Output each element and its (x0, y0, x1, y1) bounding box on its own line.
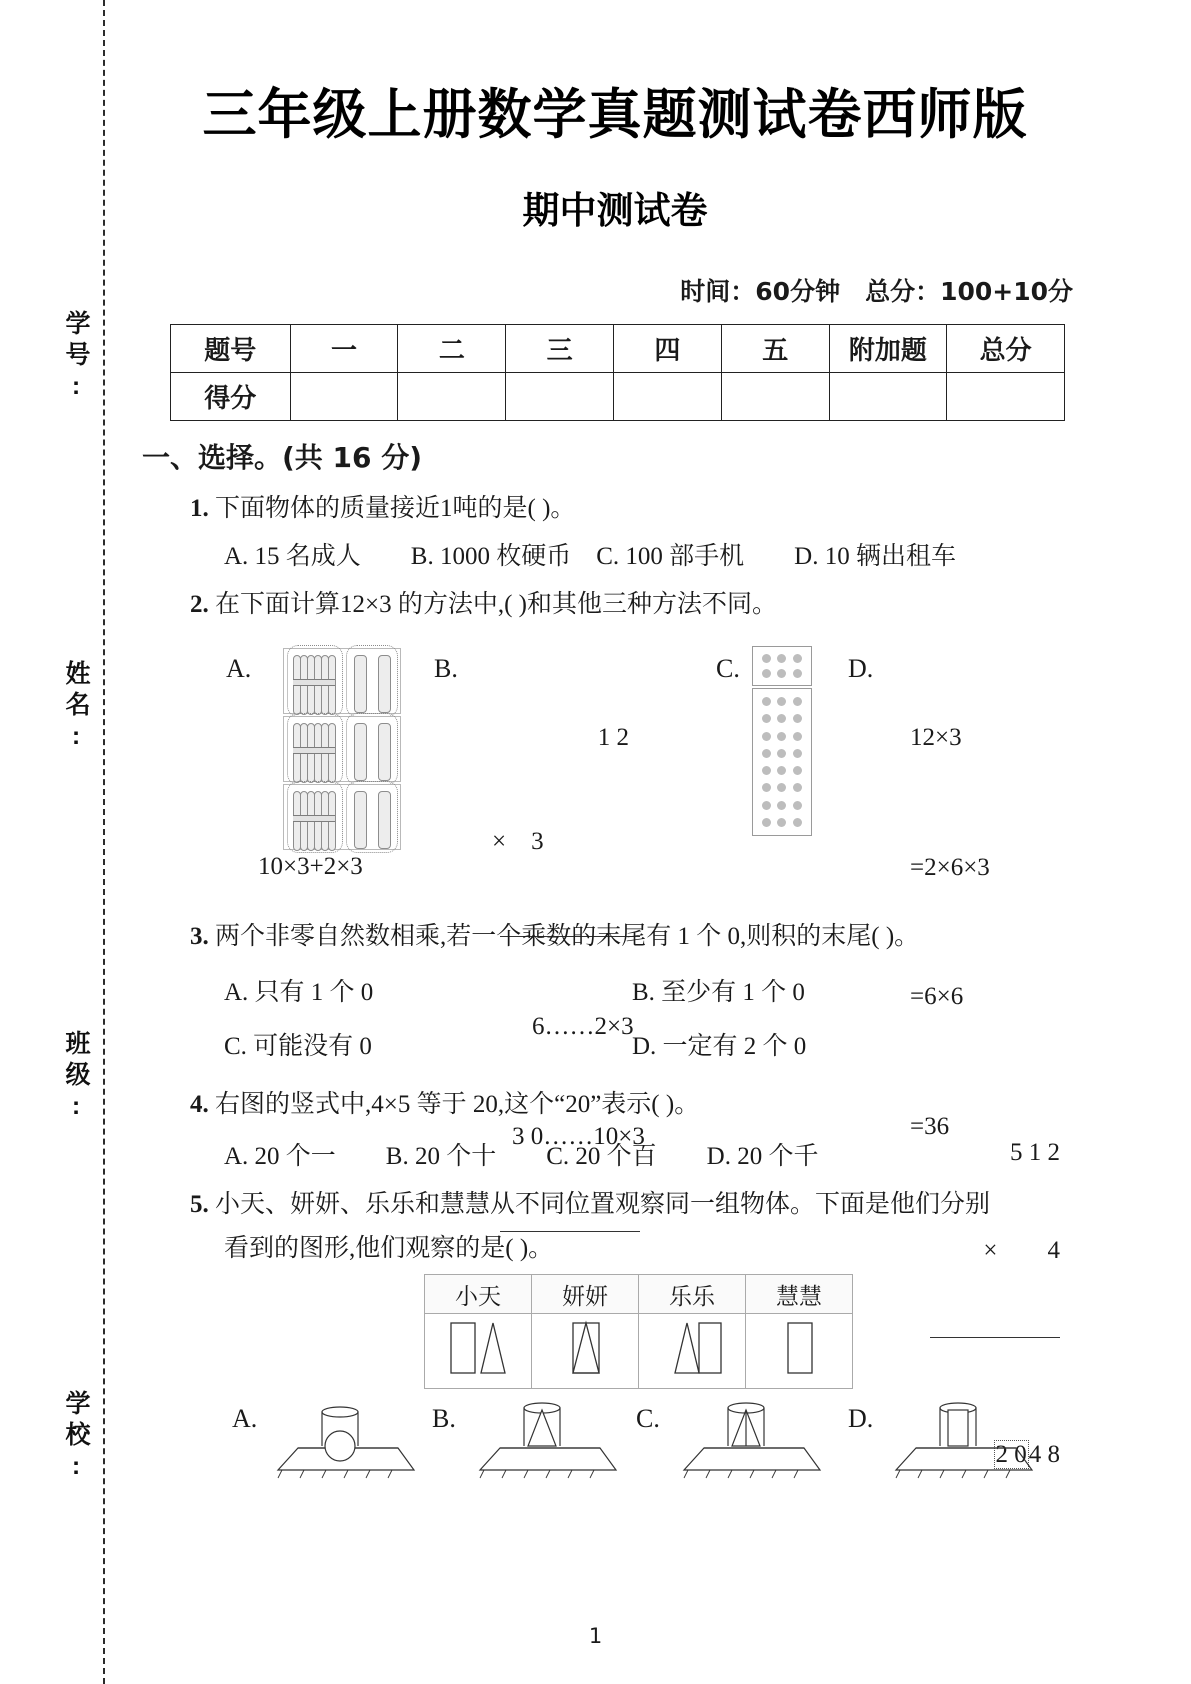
score-cell-2[interactable] (398, 373, 506, 421)
obs-view-yanyan (532, 1314, 639, 1389)
question-5-number: 5. (190, 1191, 209, 1218)
q4-calc-line-1: 5 1 2 (1010, 1139, 1060, 1166)
cylinder-cone-on-platform-icon (470, 1388, 620, 1480)
question-2-number: 2. (190, 591, 209, 618)
bundle-of-ten (293, 653, 335, 715)
question-5-text-line1 (190, 1186, 990, 1224)
calc-line-4: 3 0……10×3 (512, 1122, 645, 1150)
score-cell-4[interactable] (614, 373, 722, 421)
obs-header-huihui: 慧慧 (746, 1275, 853, 1314)
pencil-bundle-row (283, 784, 401, 850)
q4-calc-rule (930, 1332, 1060, 1338)
score-header-bonus: 附加题 (829, 325, 947, 373)
score-cell-1[interactable] (290, 373, 398, 421)
q4-calc-line-2: × 4 (983, 1236, 1060, 1264)
question-3-text (190, 918, 919, 956)
question-5-figure-b[interactable] (470, 1388, 620, 1476)
calc-d-line-2: =2×6×3 (910, 853, 990, 881)
calc-d-line-1: 12×3 (910, 724, 962, 751)
dot-array-top (752, 646, 812, 686)
question-4-vertical-calc (930, 1072, 1060, 1569)
margin-label-student-id: 学号: (62, 310, 90, 406)
pencil-bundle-row (283, 648, 401, 714)
cylinder-sphere-on-platform-icon (268, 1388, 418, 1480)
question-2-option-a-caption: 10×3+2×3 (258, 853, 363, 880)
q4-calc-rest: 4 8 (1028, 1440, 1060, 1468)
observation-table (424, 1274, 853, 1389)
question-3-option-d[interactable]: D. 一定有 2 个 0 (632, 1033, 807, 1060)
binding-dashed-line (103, 0, 105, 1684)
score-header-3: 三 (506, 325, 614, 373)
question-5-option-b-label[interactable]: B. (432, 1404, 456, 1433)
obs-header-yanyan: 妍妍 (532, 1275, 639, 1314)
score-cell-5[interactable] (721, 373, 829, 421)
score-row-label: 得分 (171, 373, 291, 421)
question-1-options[interactable]: A. 15 名成人 B. 1000 枚硬币 C. 100 部手机 D. 10 辆出租车 (224, 543, 956, 570)
calc-d-line-4: =36 (910, 1112, 950, 1140)
question-3-body: 两个非零自然数相乘,若一个乘数的末尾有 1 个 0,则积的末尾( )。 (215, 923, 920, 950)
calc-line-1: 1 2 (597, 724, 629, 751)
question-5-body-1: 小天、妍妍、乐乐和慧慧从不同位置观察同一组物体。下面是他们分别 (215, 1191, 991, 1218)
score-cell-3[interactable] (506, 373, 614, 421)
page-subtitle: 期中测试卷 (522, 189, 708, 232)
obs-header-xiaotian: 小天 (425, 1275, 532, 1314)
score-cell-bonus[interactable] (829, 373, 947, 421)
question-1-text (190, 490, 575, 528)
dot-array-bottom (752, 688, 812, 836)
question-2-option-a-label[interactable]: A. (226, 654, 252, 683)
calc-line-2: × 3 (492, 827, 544, 855)
table-row (425, 1275, 853, 1314)
question-2-body: 在下面计算12×3 的方法中,( )和其他三种方法不同。 (215, 591, 778, 618)
question-3-option-a[interactable]: A. 只有 1 个 0 (224, 979, 374, 1006)
pencil-bundle-row (283, 716, 401, 782)
margin-label-school: 学校: (62, 1390, 90, 1486)
score-header-total: 总分 (947, 325, 1065, 373)
cylinder-double-cone-on-platform-icon (674, 1388, 824, 1480)
question-5-option-d-label[interactable]: D. (848, 1404, 874, 1433)
cylinder-prism-on-platform-icon (886, 1388, 1036, 1480)
table-row (425, 1314, 853, 1389)
question-4-body: 右图的竖式中,4×5 等于 20,这个“20”表示( )。 (215, 1091, 700, 1118)
score-cell-total[interactable] (947, 373, 1065, 421)
pencil-bundles-diagram (283, 648, 401, 852)
table-row (171, 325, 1065, 373)
view-triangle-rect-icon (647, 1317, 737, 1379)
question-2-option-b-label[interactable]: B. (434, 654, 458, 683)
table-row (171, 373, 1065, 421)
obs-view-xiaotian (425, 1314, 532, 1389)
calc-d-line-3: =6×6 (910, 983, 964, 1010)
page-title: 三年级上册数学真题测试卷西师版 (202, 83, 1028, 146)
section-heading-1: 一、选择。(共 16 分) (142, 441, 423, 474)
question-2-text (190, 586, 777, 624)
question-4-number: 4. (190, 1091, 209, 1118)
calc-line-3: 6……2×3 (532, 1013, 634, 1040)
question-3-number: 3. (190, 923, 209, 950)
score-header-4: 四 (614, 325, 722, 373)
view-rect-icon (754, 1317, 844, 1379)
question-3-option-c[interactable]: C. 可能没有 0 (224, 1033, 372, 1060)
question-5-figure-c[interactable] (674, 1388, 824, 1476)
question-5-figure-a[interactable] (268, 1388, 418, 1476)
obs-view-huihui (746, 1314, 853, 1389)
score-header-label: 题号 (171, 325, 291, 373)
question-3-option-b[interactable]: B. 至少有 1 个 0 (632, 979, 805, 1006)
q4-calc-boxed-20: 2 0 (995, 1440, 1027, 1468)
score-header-2: 二 (398, 325, 506, 373)
question-1-number: 1. (190, 495, 209, 522)
question-5-option-a-label[interactable]: A. (232, 1404, 258, 1433)
question-5-figure-d[interactable] (886, 1388, 1036, 1476)
obs-header-lele: 乐乐 (639, 1275, 746, 1314)
margin-label-class: 班级: (62, 1030, 90, 1126)
view-triangle-in-rect-icon (540, 1317, 630, 1379)
score-header-5: 五 (721, 325, 829, 373)
view-rect-triangle-icon (433, 1317, 523, 1379)
score-header-1: 一 (290, 325, 398, 373)
exam-meta-info: 时间：60分钟 总分：100+10分 (680, 277, 1073, 306)
margin-label-name: 姓名: (62, 660, 90, 756)
question-5-text-line2: 看到的图形,他们观察的是( )。 (224, 1235, 554, 1262)
question-1-body: 下面物体的质量接近1吨的是( )。 (215, 495, 576, 522)
question-2-option-d-label[interactable]: D. (848, 654, 874, 683)
question-4-text (190, 1086, 699, 1124)
question-5-option-c-label[interactable]: C. (636, 1404, 660, 1433)
bundle-of-ten (293, 721, 335, 783)
obs-view-lele (639, 1314, 746, 1389)
page-number: 1 (588, 1624, 603, 1648)
score-table (170, 324, 1065, 421)
bundle-of-ten (293, 789, 335, 851)
question-2-option-c-label[interactable]: C. (716, 654, 740, 683)
question-4-options[interactable]: A. 20 个一 B. 20 个十 C. 20 个百 D. 20 个千 (224, 1143, 819, 1170)
